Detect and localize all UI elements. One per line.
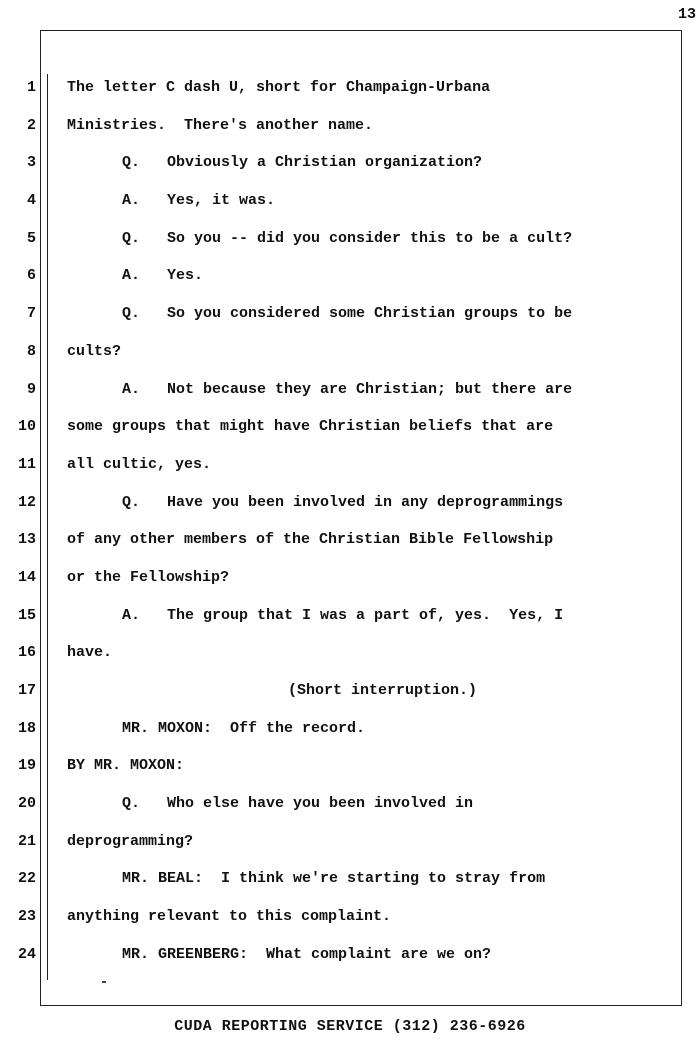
line-number: 13 [17, 531, 36, 549]
line-number: 6 [26, 267, 36, 285]
line-number: 7 [26, 305, 36, 323]
line-text: A. Yes. [122, 267, 204, 285]
transcript-line [0, 113, 700, 151]
transcript-line [0, 603, 700, 641]
line-text: some groups that might have Christian beliefs that are [67, 418, 554, 436]
transcript-line [0, 640, 700, 678]
transcript-line [0, 904, 700, 942]
line-number: 15 [17, 606, 36, 624]
line-text: Q. Obviously a Christian organization? [122, 154, 483, 172]
line-number: 8 [26, 342, 36, 360]
line-text: all cultic, yes. [67, 455, 212, 473]
transcript-line [0, 414, 700, 452]
transcript-line [0, 263, 700, 301]
line-number: 14 [17, 568, 36, 586]
transcript-line [0, 791, 700, 829]
line-number: 2 [26, 116, 36, 134]
transcript-line [0, 527, 700, 565]
line-text: Ministries. There's another name. [67, 116, 374, 134]
line-text: MR. BEAL: I think we're starting to stray from [122, 870, 546, 888]
transcript-line [0, 301, 700, 339]
line-number: 1 [26, 79, 36, 96]
page-number: 13 [677, 6, 696, 23]
line-number: 20 [17, 795, 36, 813]
line-text: MR. MOXON: Off the record. [122, 719, 366, 737]
line-number: 3 [26, 154, 36, 172]
transcript-line [0, 565, 700, 603]
transcript-lines [0, 75, 700, 980]
transcript-line [0, 452, 700, 490]
line-text: (Short interruption.) [288, 682, 478, 699]
line-number: 18 [17, 719, 36, 737]
line-text: deprogramming? [67, 832, 194, 850]
transcript-line [0, 188, 700, 226]
line-number: 21 [17, 832, 36, 850]
line-number: 11 [17, 455, 36, 473]
transcript-line [0, 942, 700, 980]
line-text: Q. So you -- did you consider this to be a cult? [122, 229, 573, 247]
line-text: A. Yes, it was. [122, 192, 276, 210]
line-number: 9 [26, 380, 36, 398]
line-number: 4 [26, 192, 36, 210]
line-number: 23 [17, 908, 36, 926]
transcript-line [0, 753, 700, 791]
transcript-line [0, 226, 700, 264]
line-text: Q. So you considered some Christian groups to be [122, 305, 573, 323]
transcript-line [0, 75, 700, 113]
line-number: 19 [17, 757, 36, 775]
line-text: MR. GREENBERG: What complaint are we on? [122, 945, 492, 963]
line-number: 5 [26, 229, 36, 247]
line-text: of any other members of the Christian Bible Fellowship [67, 531, 554, 549]
line-text: or the Fellowship? [67, 568, 230, 586]
transcript-line [0, 377, 700, 415]
line-text: A. The group that I was a part of, yes. Yes, I [122, 606, 564, 624]
transcript-line [0, 339, 700, 377]
line-text: cults? [67, 342, 122, 360]
transcript-line [0, 829, 700, 867]
transcript-line [0, 678, 700, 716]
reporter-footer: CUDA REPORTING SERVICE (312) 236-6926 [174, 1018, 526, 1035]
transcript-line [0, 490, 700, 528]
transcript-line [0, 716, 700, 754]
line-number: 10 [17, 418, 36, 436]
stray-ink-mark [102, 981, 106, 983]
line-text: The letter C dash U, short for Champaign-Urbana [67, 79, 491, 96]
line-number: 12 [17, 493, 36, 511]
line-text: Q. Who else have you been involved in [122, 795, 474, 813]
line-number: 22 [17, 870, 36, 888]
transcript-line [0, 150, 700, 188]
transcript-line [0, 866, 700, 904]
line-text: anything relevant to this complaint. [67, 908, 392, 926]
line-text: A. Not because they are Christian; but there are [122, 380, 573, 398]
line-text: have. [67, 644, 113, 662]
line-number: 17 [17, 682, 36, 699]
line-text: BY MR. MOXON: [67, 757, 185, 775]
line-number: 24 [17, 945, 36, 963]
line-number: 16 [17, 644, 36, 662]
line-text: Q. Have you been involved in any deprogrammings [122, 493, 564, 511]
